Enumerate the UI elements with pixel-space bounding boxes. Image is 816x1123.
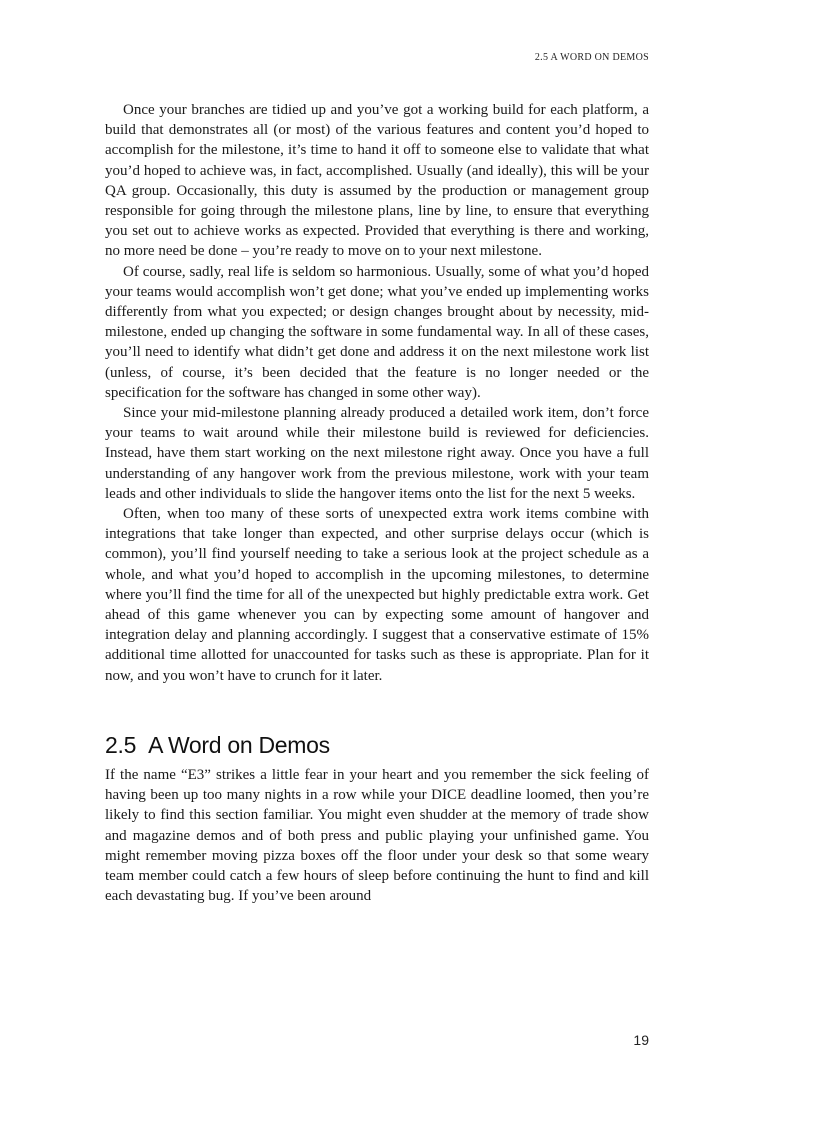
running-head: 2.5 A WORD ON DEMOS — [534, 52, 649, 63]
section-first-paragraph: If the name “E3” strikes a little fear in your heart and you remember the sick feeling of having been up too many nights in a row while your DICE deadline loomed, then you’re likely to find this section familiar. You might even shudder at the memory of trade show and magazine demos and of both press and public playing your unfinished game. You might remember moving pizza boxes off the floor under your desk so that some weary team member could catch a few hours of sleep before continuing the hunt to find and kill each devastating bug. If you’ve been around — [105, 766, 649, 905]
section-title: A Word on Demos — [148, 731, 330, 758]
section-heading — [105, 732, 649, 759]
body-paragraph-2: Of course, sadly, real life is seldom so harmonious. Usually, some of what you’d hoped your teams would accomplish won’t get done; what you’ve ended up implementing works differently from what you expected; or design changes brought about by necessity, mid-milestone, ended up changing the software in some fundamental way. In all of these cases, you’ll need to identify what didn’t get done and address it on the next milestone work list (unless, of course, it’s been decided that the feature is no longer needed or the specification for the software has changed in some other way). — [105, 263, 649, 401]
body-paragraph-3: Since your mid-milestone planning already produced a detailed work item, don’t force your teams to wait around while their milestone build is reviewed for deficiencies. Instead, have them start working on the next milestone right away. Once you have a full understanding of any hangover work from the previous milestone, work with your team leads and other individuals to slide the hangover items onto the list for the next 5 weeks. — [105, 405, 649, 502]
section-number: 2.5 — [105, 731, 137, 758]
body-paragraph-4: Often, when too many of these sorts of unexpected extra work items combine with integrations that take longer than expected, and other surprise delays occur (which is common), you’ll find yourself needing to take a serious look at the project schedule as a whole, and what you’d hoped to accomplish in the upcoming milestones, to determine where you’ll find the time for all of the unexpected but highly predictable extra work. Get ahead of this game whenever you can by expecting some amount of hangover and integration delay and planning accordingly. I suggest that a conservative estimate of 15% additional time allotted for unaccounted for tasks such as these is appropriate. Plan for it now, and you won’t have to crunch for it later. — [105, 506, 649, 684]
body-paragraph-1: Once your branches are tidied up and you’ve got a working build for each platform, a build that demonstrates all (or most) of the various features and content you’d hoped to accomplish for the milestone, it’s time to hand it off to someone else to validate that what you’d hoped to achieve was, in fact, accomplished. Usually (and ideally), this will be your QA group. Occasionally, this duty is assumed by the production or management group responsible for going through the milestone plans, line by line, to ensure that everything you set out to achieve works as expected. Provided that everything is there and working, no more need be done – you’re ready to move on to your next milestone. — [105, 102, 649, 260]
page-body — [105, 100, 649, 906]
page-number: 19 — [633, 1032, 649, 1048]
